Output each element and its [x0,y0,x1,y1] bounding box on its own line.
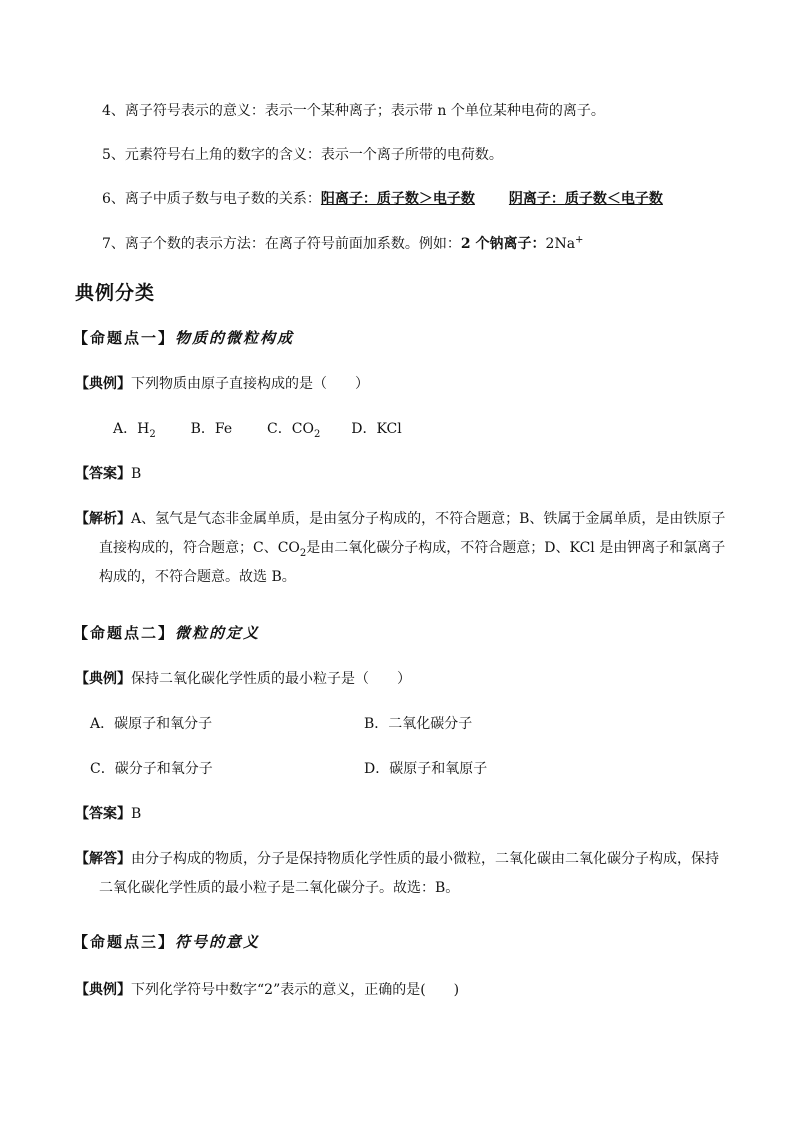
q3-heading-text: 符号的意义 [175,933,261,951]
q1-answer [75,464,141,484]
q2-option-c: C．碳分子和氧分子 [90,761,213,777]
q2-tag: 【典例】 [75,671,131,687]
q2-question-text: 保持二氧化碳化学性质的最小粒子是（ ） [131,671,411,687]
q1-answer-tag: 【答案】 [75,466,131,482]
point-7 [102,234,583,254]
q1-tag: 【典例】 [75,376,131,392]
q1-answer-value: B [131,466,142,482]
q1-question [75,374,369,394]
point-7-example: 2 个钠离子： [460,236,546,252]
q2-heading-bracket: 【命题点二】 [73,624,176,642]
point-7-prefix: 7、离子个数的表示方法：在离子符号前面加系数。例如： [102,236,461,252]
q2-solution-line-1: 【解答】由分子构成的物质，分子是保持物质化学性质的最小微粒，二氧化碳由二氧化碳分子构成，保持 [75,851,719,867]
q3-heading [73,932,260,952]
section-title: 典例分类 [75,282,156,304]
q1-analysis [75,505,725,592]
q1-option-d: D．KCl [351,421,402,437]
q1-options [113,419,402,439]
q3-heading-bracket: 【命题点三】 [73,933,176,951]
q1-option-c: C．$CO_2$ [267,421,321,440]
q3-tag: 【典例】 [75,982,131,998]
q3-question-text: 下列化学符号中数字“2”表示的意义，正确的是( ) [131,982,460,998]
q1-option-b: B．Fe [190,421,233,437]
cation-relation: 阳离子：质子数＞电子数 [320,191,475,207]
q2-option-b: B．二氧化碳分子 [364,716,473,732]
point-4: 4、离子符号表示的意义：表示一个某种离子；表示带 n 个单位某种电荷的离子。 [102,103,605,119]
q1-question-text: 下列物质由原子直接构成的是（ ） [131,376,369,392]
q1-analysis-line-3: 构成的，不符合题意。故选 B。 [99,569,296,585]
point-5: 5、元素符号右上角的数字的含义：表示一个离子所带的电荷数。 [102,147,503,163]
q2-answer-value: B [131,806,142,822]
q2-heading-text: 微粒的定义 [175,624,261,642]
q3-question [75,980,459,1000]
q2-solution-line-2: 二氧化碳化学性质的最小粒子是二氧化碳分子。故选：B。 [99,880,460,896]
q1-analysis-line-1: 【解析】A、氢气是气态非金属单质，是由氢分子构成的，不符合题意；B、铁属于金属单质，是由铁原子 [75,511,726,527]
q1-analysis-line-2: 直接构成的，符合题意；C、$CO_2$是由二氧化碳分子构成，不符合题意；D、KCl 是由钾离子和氯离子 [99,540,726,559]
q2-option-d: D．碳原子和氧原子 [364,761,488,777]
q2-solution [75,845,719,903]
q2-answer [75,804,141,824]
point-6 [102,189,663,209]
q1-heading-text: 物质的微粒构成 [175,329,295,347]
sodium-ion-symbol: 2Na [545,236,576,252]
anion-relation: 阴离子：质子数＜电子数 [508,191,663,207]
q2-answer-tag: 【答案】 [75,806,131,822]
q2-heading [73,623,260,643]
q1-heading-bracket: 【命题点一】 [73,329,176,347]
point-6-prefix: 6、离子中质子数与电子数的关系： [102,191,321,207]
q2-question [75,669,411,689]
sodium-ion-charge: + [575,234,584,246]
q1-option-a: A．$H_2$ [113,421,156,440]
q2-option-a: A．碳原子和氧分子 [90,716,213,732]
q1-heading [73,328,294,348]
